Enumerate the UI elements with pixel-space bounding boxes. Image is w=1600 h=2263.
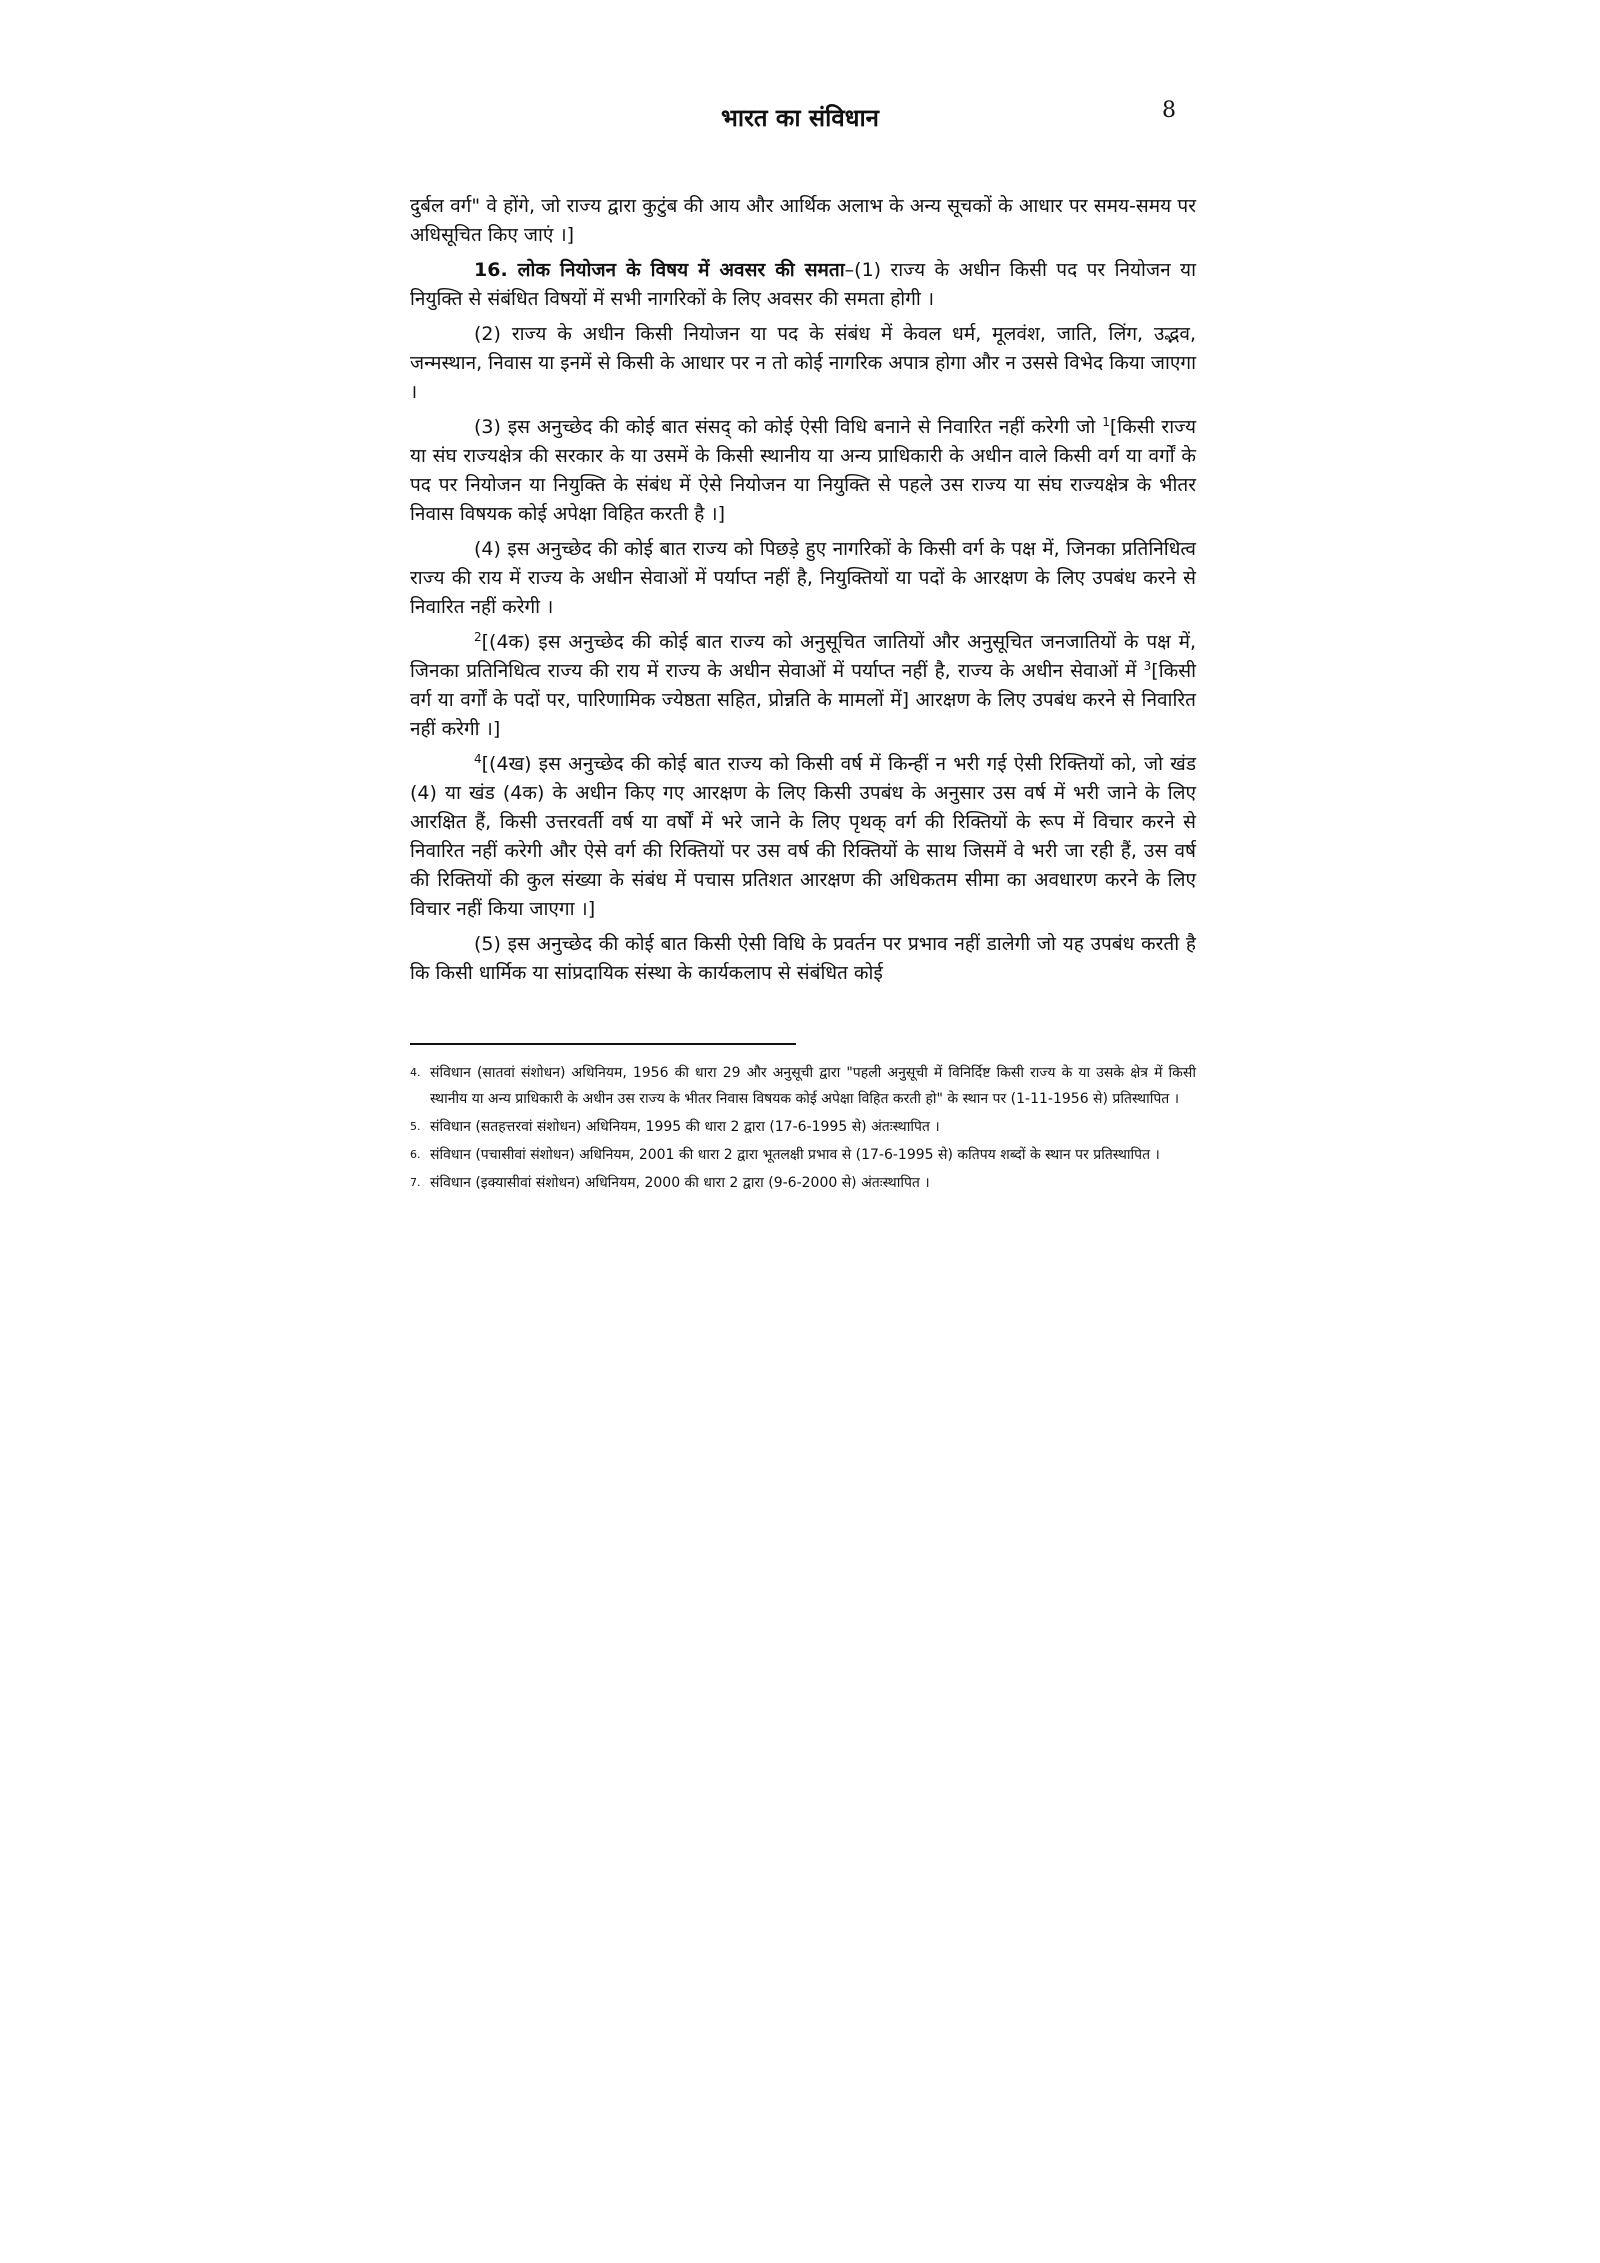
paragraph-text: (3) इस अनुच्छेद की कोई बात संसद् को कोई ऐसी विधि बनाने से निवारित नहीं करेगी जो	[474, 416, 1103, 438]
footnote	[410, 1142, 1196, 1168]
footnote-number: 4.	[410, 1066, 421, 1079]
footnote-number: 7.	[410, 1176, 421, 1189]
footnote-number: 6.	[410, 1148, 421, 1161]
paragraph-continuation	[410, 192, 1196, 250]
paragraph-text: दुर्बल वर्ग" वे होंगे, जो राज्य द्वारा कुटुंब की आय और आर्थिक अलाभ के अन्य सूचकों के आधार पर समय-समय पर अधिसूचित किए जाएं ।]	[410, 195, 1196, 246]
clause-4a-paragraph	[410, 628, 1196, 744]
paragraph-text: [किसी वर्ग या वर्गों के पदों पर, पारिणामिक ज्येष्ठता सहित, प्रोन्नति के मामलों में] आरक्षण के लिए उपबंध करने से निवारित नहीं करेगी ।]	[410, 660, 1196, 740]
clause-4b-paragraph	[410, 750, 1196, 924]
footnote-number: 5.	[410, 1120, 421, 1133]
article-heading: 16. लोक नियोजन के विषय में अवसर की समता	[474, 259, 845, 281]
paragraph-text: (2) राज्य के अधीन किसी नियोजन या पद के संबंध में केवल धर्म, मूलवंश, जाति, लिंग, उद्भव, जन्मस्थान, निवास या इनमें से किसी के आधार पर न तो कोई नागरिक अपात्र होगा और न उससे विभेद किया जाएगा ।	[410, 323, 1196, 403]
footnotes	[410, 1060, 1196, 1198]
paragraph-text: [(4ख) इस अनुच्छेद की कोई बात राज्य को किसी वर्ष में किन्हीं न भरी गई ऐसी रिक्तियों को, जो खंड (4) या खंड (4क) के अधीन किए गए आरक्षण के लिए किसी उपबंध के अनुसार उस वर्ष में भरी जाने के लिए आरक्षित हैं, किसी उत्तरवर्ती वर्ष या वर्षों में भरे जाने के लिए पृथक् वर्ग की रिक्तियों के रूप में विचार करने से निवारित नहीं करेगी और ऐसे वर्ग की रिक्तियों पर उस वर्ष की रिक्तियों के साथ जिसमें वे भरी जा रही हैं, उस वर्ष की रिक्तियों की कुल संख्या के संबंध में पचास प्रतिशत आरक्षण की अधिकतम सीमा का अवधारण करने के लिए विचार नहीं किया जाएगा ।]	[410, 753, 1196, 920]
footnote-marker: 1	[1102, 415, 1110, 429]
paragraph-text: [(4क) इस अनुच्छेद की कोई बात राज्य को अनुसूचित जातियों और अनुसूचित जनजातियों के पक्ष में, जिनका प्रतिनिधित्व राज्य की राय में राज्य के अधीन सेवाओं में पर्याप्त नहीं है, राज्य के अधीन सेवाओं में	[410, 631, 1196, 682]
document-title: भारत का संविधान	[720, 104, 880, 132]
paragraph-text: [किसी राज्य या संघ राज्यक्षेत्र की सरकार के या उसमें के किसी स्थानीय या अन्य प्राधिकारी के अधीन वाले किसी वर्ग या वर्गों के पद पर नियोजन या नियुक्ति के संबंध में ऐसे नियोजन या नियुक्ति से पहले उस राज्य या संघ राज्यक्षेत्र के भीतर निवास विषयक कोई अपेक्षा विहित करती है ।]	[410, 416, 1197, 525]
clause-4-paragraph	[410, 535, 1196, 622]
footnote	[410, 1114, 1196, 1140]
paragraph-text: –(1) राज्य के अधीन किसी पद पर नियोजन या नियुक्ति से संबंधित विषयों में सभी नागरिकों के लिए अवसर की समता होगी ।	[410, 259, 1196, 310]
footnote-text: संविधान (सतहत्तरवां संशोधन) अधिनियम, 1995 की धारा 2 द्वारा (17-6-1995 से) अंतःस्थापित ।	[430, 1119, 940, 1135]
page-header	[0, 98, 1600, 138]
footnote-divider	[410, 1043, 796, 1045]
footnote-marker: 3	[1143, 659, 1152, 673]
footnote-marker: 4	[474, 752, 482, 766]
paragraph-text: (4) इस अनुच्छेद की कोई बात राज्य को पिछड़े हुए नागरिकों के किसी वर्ग के पक्ष में, जिनका प्रतिनिधित्व राज्य की राय में राज्य के अधीन सेवाओं में पर्याप्त नहीं है, नियुक्तियों या पदों के आरक्षण के लिए उपबंध करने से निवारित नहीं करेगी ।	[410, 538, 1196, 618]
clause-2-paragraph	[410, 320, 1196, 407]
clause-5-paragraph	[410, 930, 1196, 988]
footnote-text: संविधान (पचासीवां संशोधन) अधिनियम, 2001 की धारा 2 द्वारा भूतलक्षी प्रभाव से (17-6-1995 से) कतिपय शब्दों के स्थान पर प्रतिस्थापित ।	[430, 1147, 1160, 1163]
footnote	[410, 1170, 1196, 1196]
article-16-paragraph	[410, 256, 1196, 314]
clause-3-paragraph	[410, 413, 1196, 529]
article-body	[410, 192, 1196, 994]
footnote-text: संविधान (सातवां संशोधन) अधिनियम, 1956 की धारा 29 और अनुसूची द्वारा "पहली अनुसूची में विनिर्दिष्ट किसी राज्य के या उसके क्षेत्र में किसी स्थानीय या अन्य प्राधिकारी के अधीन उस राज्य के भीतर निवास विषयक कोई अपेक्षा विहित करती हो" के स्थान पर (1-11-1956 से) प्रतिस्थापित ।	[430, 1065, 1196, 1107]
paragraph-text: (5) इस अनुच्छेद की कोई बात किसी ऐसी विधि के प्रवर्तन पर प्रभाव नहीं डालेगी जो यह उपबंध करती है कि किसी धार्मिक या सांप्रदायिक संस्था के कार्यकलाप से संबंधित कोई	[410, 933, 1196, 984]
page-number: 8	[1162, 98, 1176, 123]
footnote	[410, 1060, 1196, 1112]
footnote-text: संविधान (इक्यासीवां संशोधन) अधिनियम, 2000 की धारा 2 द्वारा (9-6-2000 से) अंतःस्थापित ।	[430, 1175, 930, 1191]
footnote-marker: 2	[474, 630, 482, 644]
